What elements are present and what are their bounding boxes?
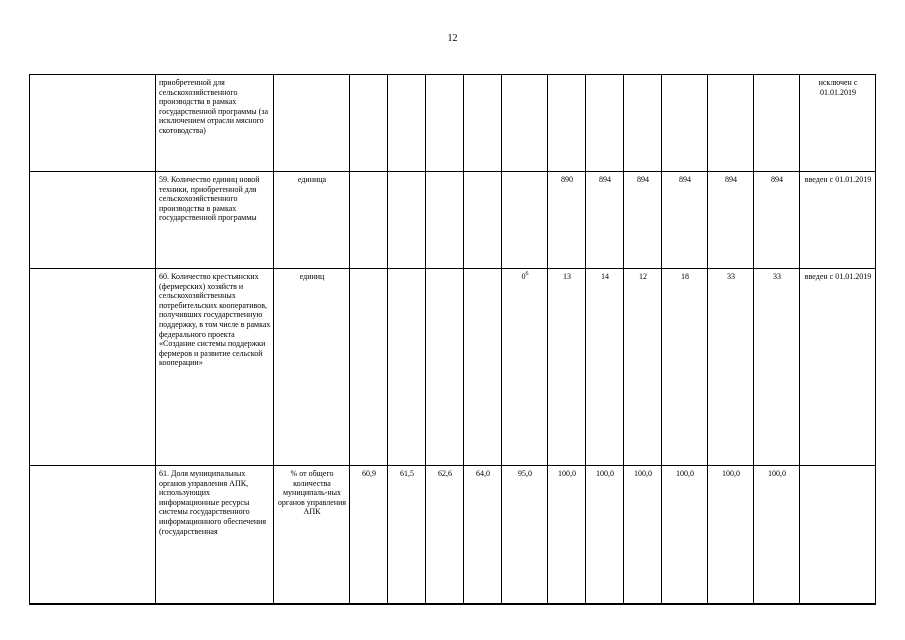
blank-cell — [30, 172, 156, 269]
value-cell — [388, 269, 426, 466]
value-cell: 62,6 — [426, 466, 464, 604]
table-row — [30, 75, 876, 172]
value-cell — [662, 75, 708, 172]
value-cell: 33 — [708, 269, 754, 466]
value-cell: 33 — [754, 269, 800, 466]
value-cell: 100,0 — [662, 466, 708, 604]
unit-cell: единица — [274, 172, 350, 269]
value-cell: 894 — [662, 172, 708, 269]
value-cell: 61,5 — [388, 466, 426, 604]
value-cell: 894 — [586, 172, 624, 269]
value-cell: 894 — [708, 172, 754, 269]
value-cell — [388, 172, 426, 269]
value-cell — [586, 75, 624, 172]
value-cell — [624, 75, 662, 172]
value-cell — [464, 172, 502, 269]
value-cell: 890 — [548, 172, 586, 269]
indicator-cell: приобретенной для сельскохозяйственного производства в рамках государственной программы (за исключением отрасли мясного скотоводства) — [156, 75, 274, 172]
table-row — [30, 269, 876, 466]
note-cell — [800, 466, 876, 604]
indicator-cell: 61. Доля муниципальных органов управления АПК, использующих информационные ресурсы системы государственного информационного обеспечения (государственная — [156, 466, 274, 604]
unit-cell: % от общего количества муниципаль-ных органов управления АПК — [274, 466, 350, 604]
value-cell: 14 — [586, 269, 624, 466]
value-cell: 64,0 — [464, 466, 502, 604]
value-cell: 95,0 — [502, 466, 548, 604]
page-number: 12 — [447, 33, 458, 44]
value-cell — [708, 75, 754, 172]
value-cell: 18 — [662, 269, 708, 466]
table-row — [30, 172, 876, 269]
value-cell — [464, 75, 502, 172]
indicator-cell: 59. Количество единиц новой техники, приобретенной для сельскохозяйственного производства в рамках государственной программы — [156, 172, 274, 269]
value-cell — [388, 75, 426, 172]
value-cell: 12 — [624, 269, 662, 466]
value-cell — [464, 269, 502, 466]
value-cell — [350, 172, 388, 269]
value-cell: 100,0 — [548, 466, 586, 604]
value-cell — [754, 75, 800, 172]
value-cell — [426, 75, 464, 172]
value-cell — [350, 75, 388, 172]
blank-cell — [30, 75, 156, 172]
value-cell — [350, 269, 388, 466]
indicators-table — [29, 74, 876, 605]
value-cell — [502, 75, 548, 172]
value-cell: 100,0 — [754, 466, 800, 604]
value-cell: 100,0 — [586, 466, 624, 604]
footnote-mark: 6 — [525, 271, 529, 277]
value-cell — [502, 172, 548, 269]
blank-cell — [30, 269, 156, 466]
value-cell: 100,0 — [708, 466, 754, 604]
unit-cell: единиц — [274, 269, 350, 466]
indicator-cell: 60. Количество крестьянских (фермерских) хозяйств и сельскохозяйственных потребительских кооперативов, получивших государственную поддержку, в том числе в рамках федерального проекта «Создание системы поддержки фермеров и развитие сельской кооперации» — [156, 269, 274, 466]
note-cell: исключен с 01.01.2019 — [800, 75, 876, 172]
value-cell: 13 — [548, 269, 586, 466]
value-cell: 100,0 — [624, 466, 662, 604]
value-cell: 894 — [624, 172, 662, 269]
unit-cell — [274, 75, 350, 172]
note-cell: введен с 01.01.2019 — [800, 269, 876, 466]
value-cell — [548, 75, 586, 172]
value-cell — [426, 269, 464, 466]
value-cell: 894 — [754, 172, 800, 269]
blank-cell — [30, 466, 156, 604]
value-cell: $0^6$ — [502, 269, 548, 466]
value-cell: 60,9 — [350, 466, 388, 604]
table-row — [30, 466, 876, 604]
value-cell — [426, 172, 464, 269]
note-cell: введен с 01.01.2019 — [800, 172, 876, 269]
